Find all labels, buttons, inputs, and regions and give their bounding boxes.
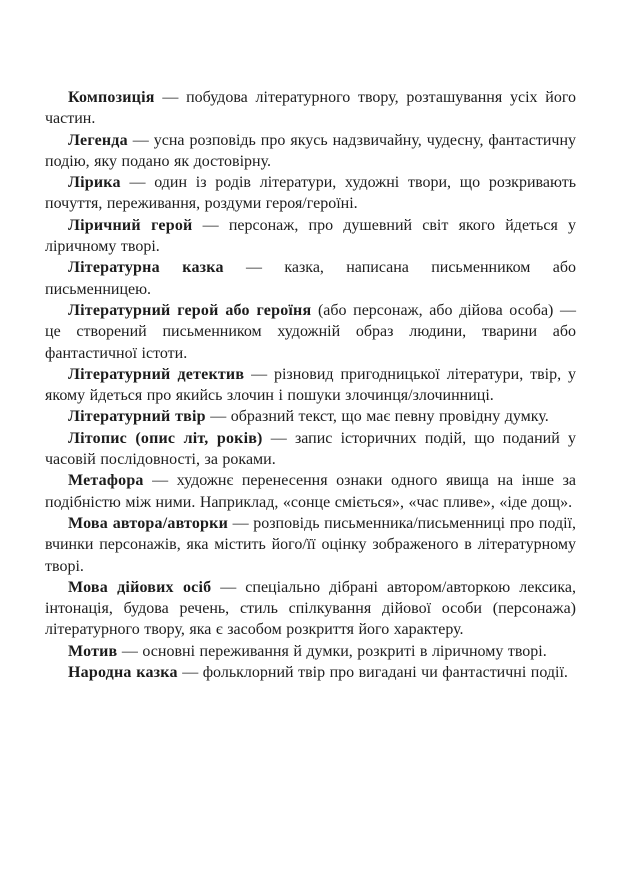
glossary-entry — [45, 577, 576, 641]
glossary-term: Літературний детектив — [68, 365, 245, 383]
glossary-entry — [45, 364, 576, 407]
glossary-term: Метафора — [68, 472, 144, 490]
glossary-definition: — усна розповідь про якусь надзвичайну, чудесну, фантастичну подію, яку подано як достовірну. — [45, 131, 577, 170]
glossary-definition: — спеціально дібрані автором/авторкою лексика, інтонація, будова речень, стиль спілкування дійової особи (персонажа) літературного твору, яка є засобом розкриття його характеру. — [45, 578, 576, 639]
glossary-term: Ліричний герой — [68, 216, 193, 234]
glossary-definition: — основні переживання й думки, розкриті в ліричному творі. — [121, 642, 547, 660]
glossary-entry — [45, 172, 576, 215]
glossary-definition: — художнє перенесення ознаки одного явища на інше за подібністю між ними. Наприклад, «сонце сміється», «час пливе», «іде дощ». — [45, 472, 576, 511]
glossary-entry — [45, 130, 576, 173]
glossary-definition: — казка, написана письменником або письменницею. — [45, 259, 576, 298]
glossary-term: Лірика — [68, 174, 121, 192]
glossary-definition: (або персонаж, або дійова особа) — це створений письменником художній образ людини, тварини або фантастичної істоти. — [45, 301, 576, 362]
glossary-entry — [45, 513, 576, 577]
glossary-term: Мотив — [68, 642, 118, 660]
glossary-entry — [45, 87, 576, 130]
glossary-definition: — фольклорний твір про вигадані чи фантастичні події. — [182, 664, 568, 682]
glossary-term: Мова автора/авторки — [68, 514, 228, 532]
glossary-entry — [45, 406, 576, 427]
glossary-definition: — образний текст, що має певну провідну думку. — [210, 408, 549, 426]
glossary-definition: — один із родів літератури, художні твори, що розкривають почуття, переживання, роздуми героя/героїні. — [45, 174, 576, 213]
glossary-entry — [45, 257, 576, 300]
glossary-entry — [45, 215, 576, 258]
glossary-entry — [45, 470, 576, 513]
glossary-term: Літературний герой або героїня — [68, 301, 312, 319]
glossary-definition: — розповідь письменника/письменниці про події, вчинки персонажів, яка містить його/її оцінку зображеного в літературному творі. — [45, 514, 576, 575]
glossary-term: Легенда — [68, 131, 128, 149]
glossary-definition: — побудова літературного твору, розташування усіх його частин. — [45, 89, 576, 128]
glossary-term: Літературна казка — [68, 259, 224, 277]
glossary-term: Мова дійових осіб — [68, 578, 212, 596]
glossary-entry — [45, 300, 576, 364]
glossary-entry — [45, 428, 576, 471]
glossary-entry — [45, 662, 576, 683]
glossary-definition: — різновид пригодницької літератури, твір, у якому йдеться про якийсь злочин і пошуки злочинця/злочинниці. — [45, 365, 577, 405]
glossary-definition: — запис історичних подій, що поданий у часовій послідовності, за роками. — [45, 429, 576, 469]
glossary-definition: — персонаж, про душевний світ якого йдеться у ліричному творі. — [45, 216, 576, 256]
glossary-term: Народна казка — [68, 664, 178, 682]
glossary-term: Композиція — [68, 89, 155, 106]
glossary-term: Літературний твір — [68, 408, 206, 426]
book-page — [45, 87, 576, 683]
glossary-entry — [45, 641, 576, 662]
glossary-term: Літопис (опис літ, років) — [68, 429, 263, 447]
